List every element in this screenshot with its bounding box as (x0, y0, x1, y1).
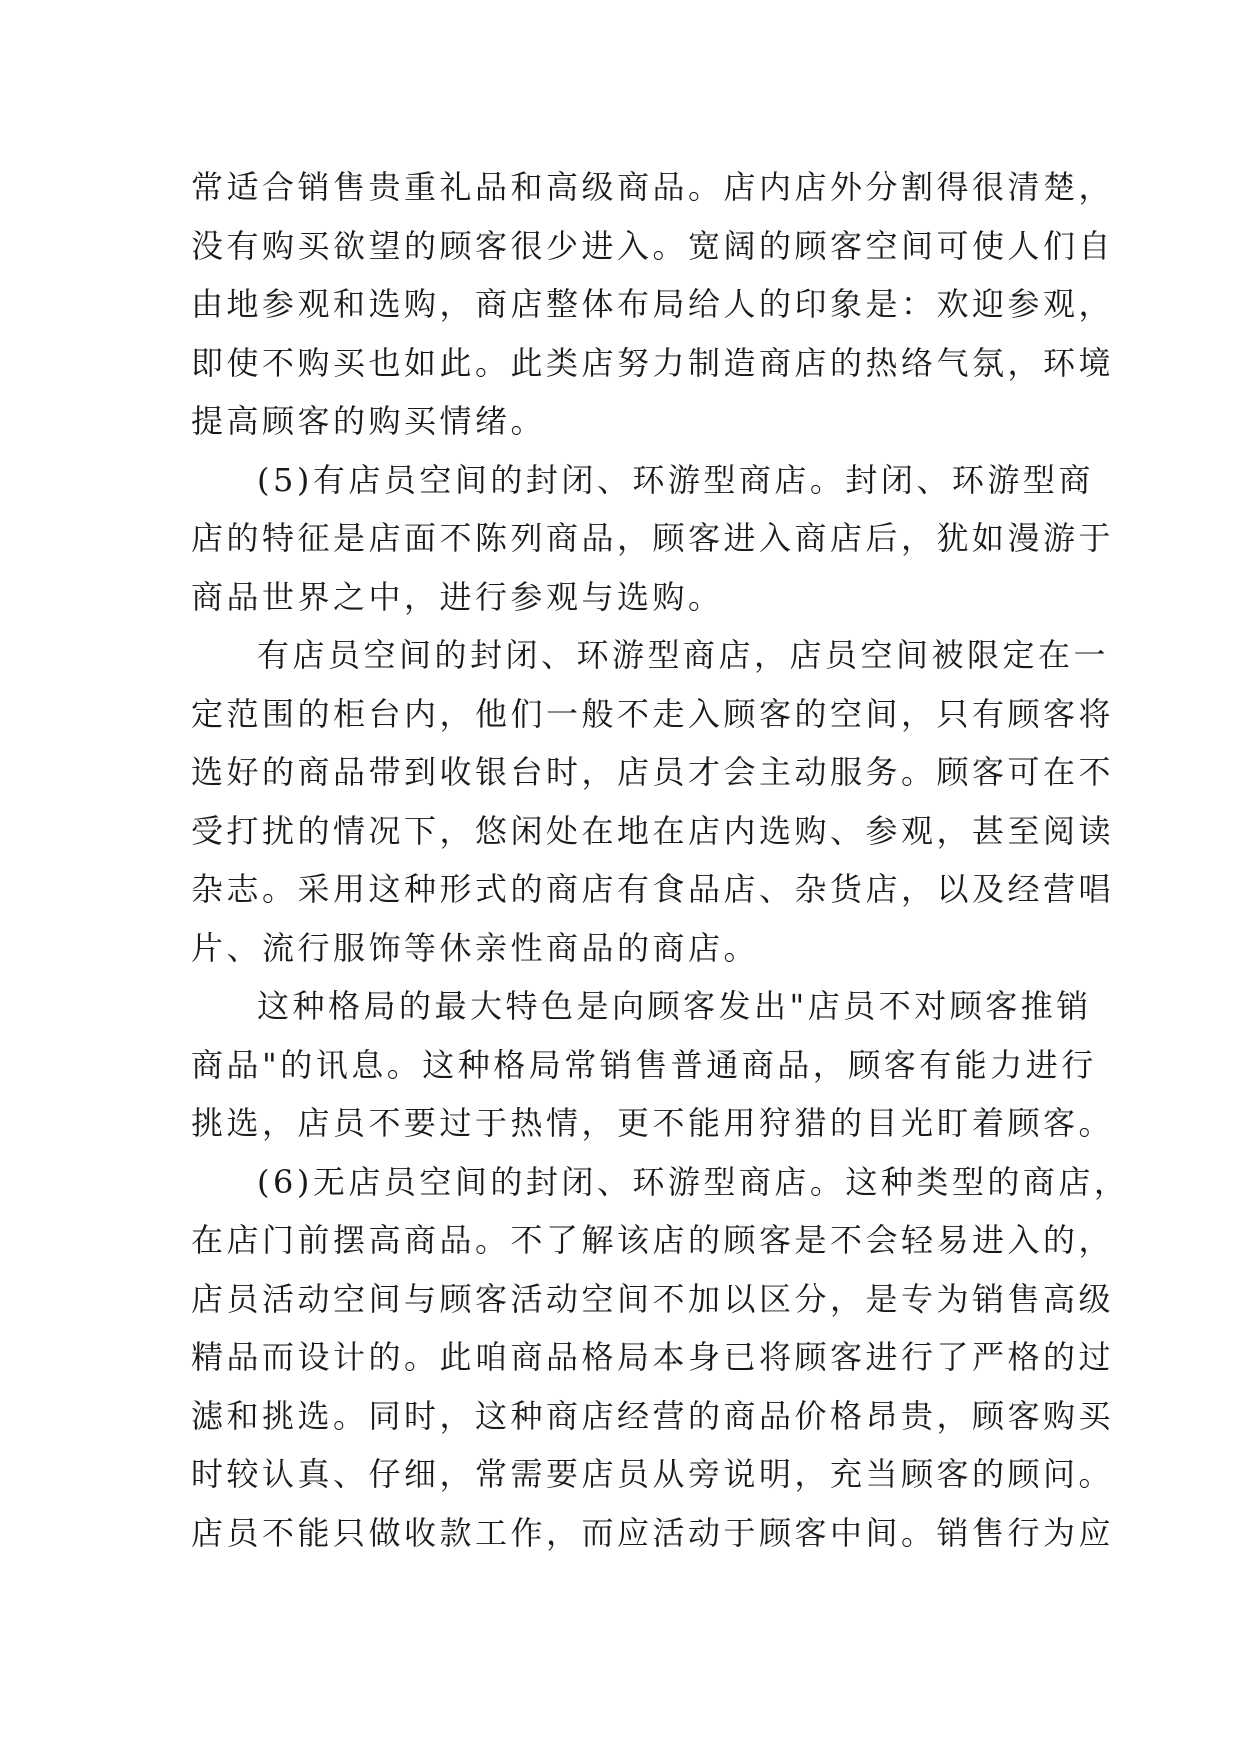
text-line: 选好的商品带到收银台时，店员才会主动服务。顾客可在不 (191, 753, 1115, 791)
text-line: 由地参观和选购，商店整体布局给人的印象是：欢迎参观， (191, 285, 1115, 323)
text-line: 定范围的柜台内，他们一般不走入顾客的空间，只有顾客将 (191, 694, 1115, 733)
text-line: 在店门前摆高商品。不了解该店的顾客是不会轻易进入的， (191, 1221, 1115, 1259)
body-text (191, 158, 1130, 1562)
text-line: 时较认真、仔细，常需要店员从旁说明，充当顾客的顾问。 (191, 1455, 1115, 1493)
text-line: 店的特征是店面不陈列商品，顾客进入商店后，犹如漫游于 (191, 519, 1115, 557)
paragraph-first-line: 这种格局的最大特色是向顾客发出"店员不对顾客推销 (257, 987, 1092, 1025)
paragraph-first-line: (6)无店员空间的封闭、环游型商店。这种类型的商店， (257, 1162, 1130, 1201)
text-line: 常适合销售贵重礼品和高级商品。店内店外分割得很清楚， (191, 168, 1115, 206)
text-line: 商品世界之中，进行参观与选购。 (191, 577, 724, 616)
text-line: 商品"的讯息。这种格局常销售普通商品，顾客有能力进行 (191, 1045, 1097, 1084)
text-line: 片、流行服饰等休亲性商品的商店。 (191, 928, 760, 967)
text-line: 店员不能只做收款工作，而应活动于顾客中间。销售行为应 (191, 1513, 1115, 1552)
text-line: 杂志。采用这种形式的商店有食品店、杂货店，以及经营唱 (191, 870, 1115, 908)
text-line: 滤和挑选。同时，这种商店经营的商品价格昂贵，顾客购买 (191, 1396, 1115, 1435)
text-line: 精品而设计的。此咱商品格局本身已将顾客进行了严格的过 (191, 1338, 1115, 1376)
text-line: 即使不购买也如此。此类店努力制造商店的热络气氛，环境 (191, 343, 1115, 382)
text-line: 提高顾客的购买情绪。 (191, 402, 547, 440)
text-line: 受打扰的情况下，悠闲处在地在店内选购、参观，甚至阅读 (191, 811, 1115, 850)
text-line: 店员活动空间与顾客活动空间不加以区分，是专为销售高级 (191, 1279, 1115, 1318)
text-line: 没有购买欲望的顾客很少进入。宽阔的顾客空间可使人们自 (191, 226, 1115, 265)
paragraph-first-line: (5)有店员空间的封闭、环游型商店。封闭、环游型商 (257, 460, 1094, 499)
text-line: 挑选，店员不要过于热情，更不能用狩猎的目光盯着顾客。 (191, 1104, 1115, 1142)
paragraph-first-line: 有店员空间的封闭、环游型商店，店员空间被限定在一 (257, 636, 1110, 674)
